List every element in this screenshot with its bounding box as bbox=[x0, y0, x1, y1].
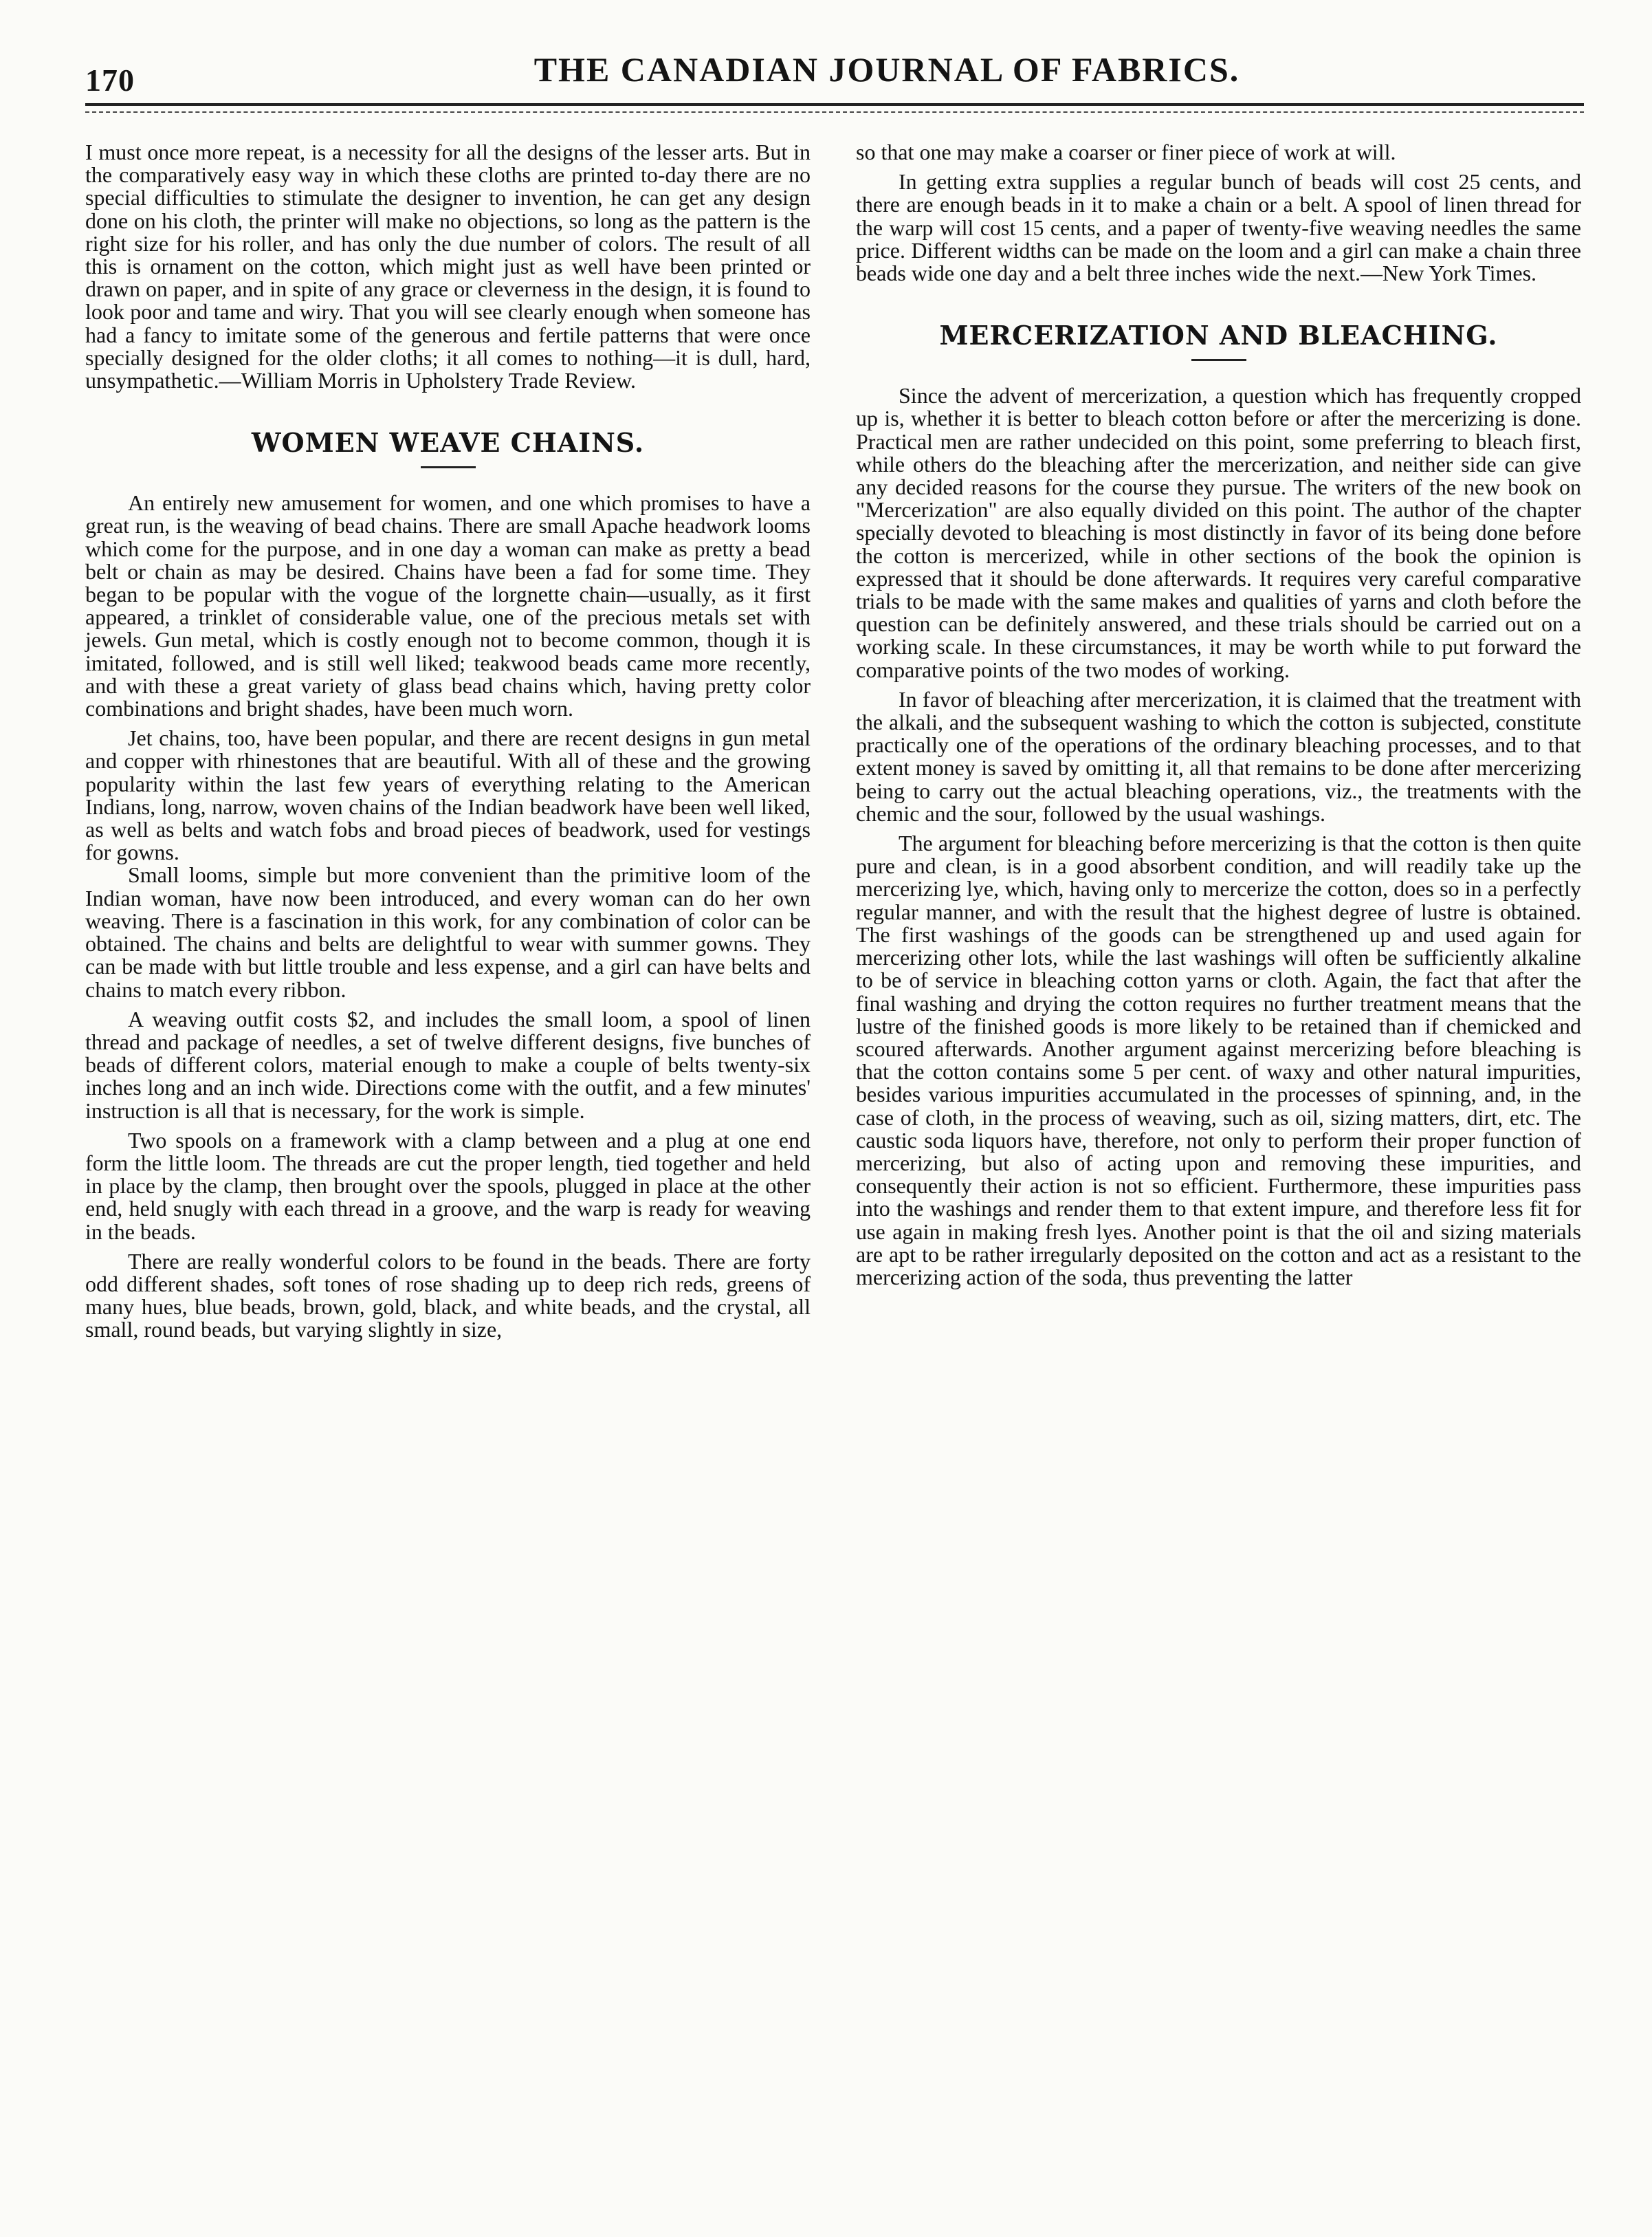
title-rule bbox=[1191, 359, 1246, 361]
paragraph: In getting extra supplies a regular bunch of beads will cost 25 cents, and there are enough beads in it to make a chain or a belt. A spool of linen thread for the warp will cost 15 cents, and a paper of twenty-five weaving needles the same price. Different widths can be made on the loom and a girl can make a chain three beads wide one day and a belt three inches wide the next.—New York Times. bbox=[856, 169, 1581, 286]
right-column bbox=[856, 141, 1581, 1289]
header-rule-dashed bbox=[85, 111, 1584, 113]
paragraph: Jet chains, too, have been popular, and there are recent designs in gun metal and copper with rhinestones that are beautiful. With all of these and the growing popularity within the last few years of everything relating to the American Indians, long, narrow, woven chains of the Indian beadwork have been well liked, as well as belts and watch fobs and broad pieces of beadwork, used for vestings for gowns. bbox=[85, 725, 811, 865]
article-title-women-weave-chains: WOMEN WEAVE CHAINS. bbox=[251, 427, 645, 459]
header-rule bbox=[85, 103, 1584, 106]
paragraph: Small looms, simple but more convenient than the primitive loom of the Indian woman, have now been introduced, and every woman can do her own weaving. There is a fascination in this work, for any combination of color can be obtained. The chains and belts are delightful to wear with summer gowns. They can be made with but little trouble and less expense, and a girl can have belts and chains to match every ribbon. bbox=[85, 862, 811, 1002]
paragraph: The argument for bleaching before mercerizing is that the cotton is then quite pure and clean, is in a good absorbent condition, and will readily take up the mercerizing lye, which, having only to mercerize the cotton, does so in a perfectly regular manner, and with the result that the highest degree of lustre is obtained. The first washings of the goods can be strengthened up and used again for mercerizing other lots, while the last washings will often be sufficiently alkaline to be of service in bleaching cotton yarns or cloth. Again, the fact that after the final washing and drying the cotton requires no further treatment means that the lustre of the finished goods is more likely to be retained than if chemicked and scoured afterwards. Another argument against mercerizing before bleaching is that the cotton contains some 5 per cent. of waxy and other natural impurities, besides various impurities accumulated in the processes of spinning, and, in the case of cloth, in the process of weaving, such as oil, sizing matters, dirt, etc. The caustic soda liquors have, therefore, not only to perform their proper function of mercerizing, but also of acting upon and removing these impurities, and consequently their action is not so efficient. Furthermore, these impurities pass into the washings and render them to that extent impure, and therefore less fit for use again in making fresh lyes. Another point is that the oil and sizing materials are apt to be rather irregularly deposited on the cotton and act as a resistant to the mercerizing action of the soda, thus preventing the latter bbox=[856, 831, 1581, 1289]
page-number: 170 bbox=[85, 63, 135, 98]
paragraph: Two spools on a framework with a clamp between and a plug at one end form the little loom. The threads are cut the proper length, tied together and held in place by the clamp, then brought over the spools, plugged in place at the other end, held snugly with each thread in a groove, and the warp is ready for weaving in the beads. bbox=[85, 1127, 811, 1244]
left-column bbox=[85, 141, 811, 1342]
paragraph: Since the advent of mercerization, a question which has frequently cropped up is, whether it is better to bleach cotton before or after the mercerizing is done. Practical men are rather undecided on this point, some preferring to bleach first, while others do the bleaching after the mercerization, and neither side can give any decided reasons for the course they pursue. The writers of the new book on "Mercerization" are also equally divided on this point. The author of the chapter specially devoted to bleaching is most distinctly in favor of its being done before the cotton is mercerized, while in other sections of the book the opinion is expressed that it should be done afterwards. It requires very careful comparative trials to be made with the same makes and qualities of yarns and cloth before the question can be definitely answered, and these trials should be carried out on a working scale. In these circumstances, it may be worth while to put forward the comparative points of the two modes of working. bbox=[856, 383, 1581, 682]
continuation-paragraph: I must once more repeat, is a necessity for all the designs of the lesser arts. But in the comparatively easy way in which these cloths are printed to-day there are no special difficulties to stimulate the designer to invention, he can get any design done on his cloth, the printer will make no objections, so long as the pattern is the right size for his roller, and has only the due number of colors. The result of all this is ornament on the cotton, which might just as well have been printed or drawn on paper, and in spite of any grace or cleverness in the design, it is found to look poor and tame and wiry. That you will see clearly enough when someone has had a fancy to imitate some of the generous and fertile patterns that were once specially designed for the older cloths; it all comes to nothing—it is dull, hard, unsympathetic.—William Morris in Upholstery Trade Review. bbox=[85, 140, 811, 393]
continuation-paragraph: so that one may make a coarser or finer piece of work at will. bbox=[856, 140, 1396, 164]
article-title-mercerization-and-bleaching: MERCERIZATION AND BLEACHING. bbox=[939, 320, 1498, 351]
title-rule bbox=[421, 466, 476, 468]
paragraph: In favor of bleaching after mercerization, it is claimed that the treatment with the alkali, and the subsequent washing to which the cotton is subjected, constitute practically one of the operations of the ordinary bleaching processes, and to that extent money is saved by omitting it, all that remains to be done after mercerizing being to carry out the actual bleaching operations, viz., the treatments with the chemic and the sour, followed by the usual washings. bbox=[856, 686, 1581, 826]
paragraph: An entirely new amusement for women, and one which promises to have a great run, is the weaving of bead chains. There are small Apache headwork looms which come for the purpose, and in one day a woman can make as pretty a bead belt or chain as may be desired. Chains have been a fad for some time. They began to be popular with the vogue of the lorgnette chain—usually, as it first appeared, a trinklet of considerable value, one of the precious metals set with jewels. Gun metal, which is costly enough not to become common, though it is imitated, followed, and is still well liked; teakwood beads came more recently, and with these a great variety of glass bead chains which, having pretty color combinations and bright shades, have been much worn. bbox=[85, 490, 811, 721]
paragraph: A weaving outfit costs $2, and includes the small loom, a spool of linen thread and package of needles, a set of twelve different designs, five bunches of beads of different colors, material enough to make a couple of belts twenty-six inches long and an inch wide. Directions come with the outfit, and a few minutes' instruction is all that is necessary, for the work is simple. bbox=[85, 1006, 811, 1123]
paragraph: There are really wonderful colors to be found in the beads. There are forty odd different shades, soft tones of rose shading up to deep rich reds, greens of many hues, blue beads, brown, gold, black, and white beads, and the crystal, all small, round beads, but varying slightly in size, bbox=[85, 1248, 811, 1342]
journal-title: THE CANADIAN JOURNAL OF FABRICS. bbox=[533, 50, 1240, 89]
